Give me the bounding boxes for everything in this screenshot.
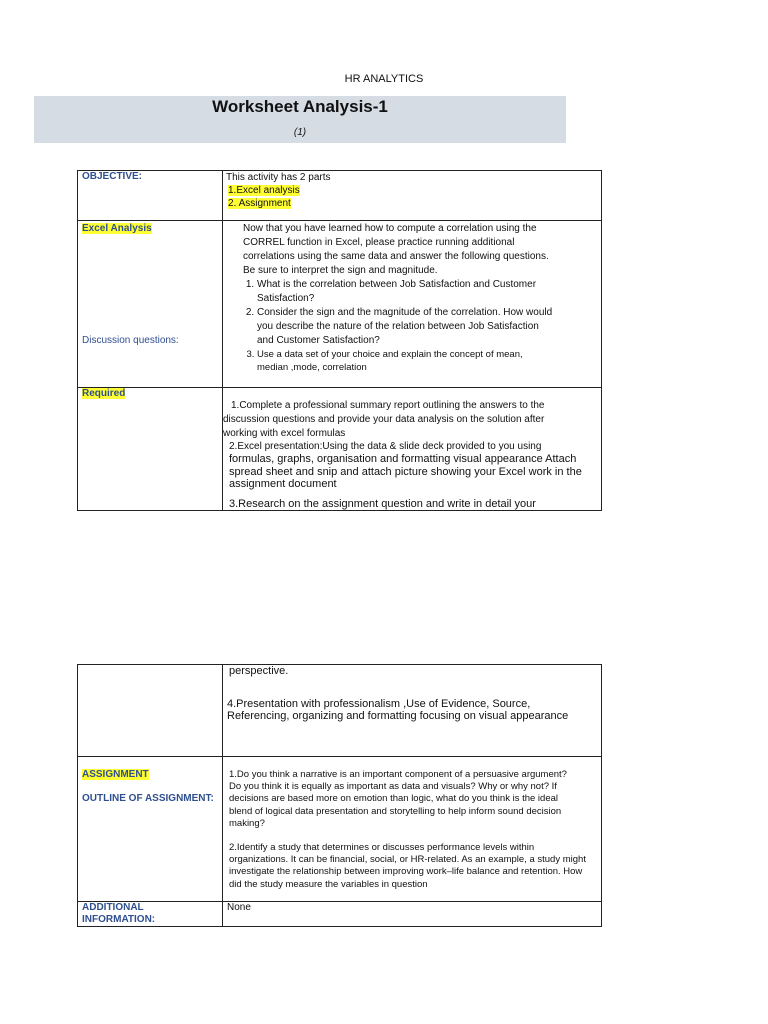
additional-information-row xyxy=(78,902,602,927)
continuation-content-cell xyxy=(223,665,602,757)
discussion-question: 2. Consider the sign and the magnitude of the correlation. How would you describe the nature of the relation between Job Satisfaction and Customer Satisfaction? xyxy=(257,306,553,348)
required-content-cell xyxy=(223,388,602,511)
required-item-4: 4.Presentation with professionalism ,Use of Evidence, Source, Referencing, organizing and formatting focusing on visual appearance xyxy=(227,697,569,722)
required-row xyxy=(78,388,602,511)
required-label: Required xyxy=(82,388,126,399)
required-label-cell xyxy=(78,388,223,511)
excel-analysis-label-cell xyxy=(78,221,223,388)
additional-information-value: None xyxy=(227,902,251,913)
required-item-3-end: perspective. xyxy=(229,665,289,677)
discussion-question: 1. What is the correlation between Job Satisfaction and Customer Satisfaction? xyxy=(257,278,553,306)
required-item-2-lead: 2.Excel presentation:Using the data & slide deck provided to you using xyxy=(229,441,542,452)
objective-row xyxy=(78,171,602,221)
objective-part-2: 2. Assignment xyxy=(228,198,291,209)
additional-label-cell xyxy=(78,902,223,927)
required-item-1: 1.Complete a professional summary report outlining the answers to the discussion questions and provide your data analysis on the solution after working with excel formulas xyxy=(223,400,545,439)
required-item-2: formulas, graphs, organisation and formatting visual appearance Attach spread sheet and snip and attach picture showing your Excel work in the assignment document xyxy=(229,453,582,490)
objective-content-cell xyxy=(223,171,602,221)
page-title: Worksheet Analysis-1 xyxy=(212,97,388,116)
required-item-3: 3.Research on the assignment question and write in detail your xyxy=(229,497,536,510)
excel-intro: Now that you have learned how to compute a correlation using the CORREL function in Excel, please practice running additional correlations using the same data and answer the following questions. Be sure to interpret the sign and magnitude. xyxy=(243,223,549,276)
required-continuation-row xyxy=(78,665,602,757)
outline-of-assignment-label: OUTLINE OF ASSIGNMENT: xyxy=(82,793,214,804)
excel-analysis-row xyxy=(78,221,602,388)
objective-label: OBJECTIVE: xyxy=(82,171,143,182)
page-subtitle: (1) xyxy=(293,127,307,138)
document-header: HR ANALYTICS xyxy=(344,73,424,85)
objective-part-1: 1.Excel analysis xyxy=(228,185,300,196)
assignment-content-cell xyxy=(223,757,602,902)
discussion-question-list xyxy=(223,278,601,374)
worksheet-table-1 xyxy=(77,170,602,511)
assignment-question-2: 2.Identify a study that determines or discusses performance levels within organizations. It can be financial, social, or HR-related. As an example, a study might investigate the relationship between improving work–life balance and retention. How did the study measure the variables in question xyxy=(229,842,586,890)
excel-analysis-content-cell xyxy=(223,221,602,388)
continuation-label-cell xyxy=(78,665,223,757)
additional-value-cell xyxy=(223,902,602,927)
excel-analysis-label: Excel Analysis xyxy=(82,223,152,234)
worksheet-table-2 xyxy=(77,664,602,927)
additional-information-label: ADDITIONAL INFORMATION: xyxy=(82,902,156,925)
assignment-question-1: 1.Do you think a narrative is an important component of a persuasive argument? Do you think it is equally as important as data and visuals? Why or why not? If decisions are based more on emotion than logic, what do you think is the ideal blend of logical data presentation and storytelling to help inform sound decision making? xyxy=(229,769,567,829)
discussion-questions-label: Discussion questions: xyxy=(82,335,179,346)
assignment-label: ASSIGNMENT xyxy=(82,769,149,780)
objective-intro: This activity has 2 parts xyxy=(226,172,331,183)
objective-label-cell xyxy=(78,171,223,221)
assignment-label-cell xyxy=(78,757,223,902)
discussion-question: 3. Use a data set of your choice and explain the concept of mean, median ,mode, correlation xyxy=(257,348,553,374)
assignment-row xyxy=(78,757,602,902)
